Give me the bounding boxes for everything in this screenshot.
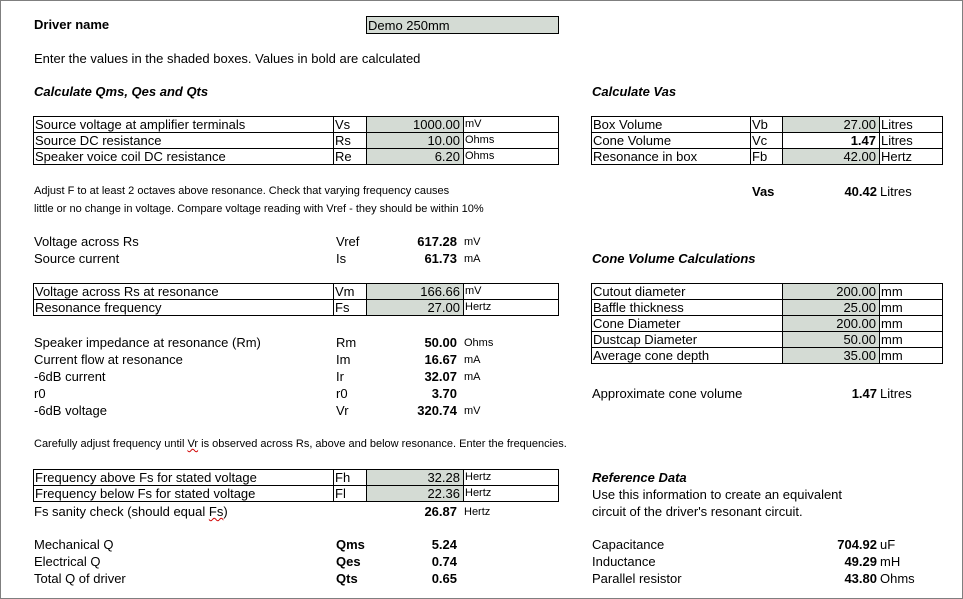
box-volume-label: Box Volume	[592, 117, 751, 133]
vas-symbol: Vas	[752, 184, 775, 199]
r0-value: 3.70	[431, 386, 457, 401]
fs-label: Resonance frequency	[34, 300, 334, 316]
voice-coil-label: Speaker voice coil DC resistance	[34, 149, 334, 165]
box-resonance-label: Resonance in box	[592, 149, 751, 165]
note3-word: Vr	[187, 438, 199, 450]
source-voltage-input[interactable]: 1000.00	[367, 117, 464, 133]
cone-section-title: Cone Volume Calculations	[592, 251, 756, 266]
fh-symbol: Fh	[334, 470, 367, 486]
adjust-note-line1: Adjust F to at least 2 octaves above resonance. Check that varying frequency causes	[34, 185, 450, 197]
vm-input[interactable]: 166.66	[367, 284, 464, 300]
reference-line2: circuit of the driver's resonant circuit.	[592, 504, 803, 519]
qts-label: Total Q of driver	[34, 571, 126, 586]
fl-symbol: Fl	[334, 486, 367, 502]
table-row	[34, 149, 559, 165]
qts-symbol: Qts	[336, 571, 358, 586]
source-resistance-input[interactable]: 10.00	[367, 133, 464, 149]
vref-label: Voltage across Rs	[34, 234, 139, 249]
source-resistance-symbol: Rs	[334, 133, 367, 149]
cone-volume-symbol: Vc	[751, 133, 783, 149]
baffle-unit: mm	[880, 300, 943, 316]
driver-name-value: Demo 250mm	[368, 18, 450, 33]
qms-label: Mechanical Q	[34, 537, 114, 552]
sanity-pre: Fs sanity check (should equal	[34, 504, 209, 519]
cone-volume-label: Cone Volume	[592, 133, 751, 149]
im-value: 16.67	[424, 352, 457, 367]
fs-input[interactable]: 27.00	[367, 300, 464, 316]
rm-label: Speaker impedance at resonance (Rm)	[34, 335, 261, 350]
table-row	[34, 486, 559, 502]
table-row	[592, 149, 943, 165]
fs-symbol: Fs	[334, 300, 367, 316]
cone-diameter-label: Cone Diameter	[592, 316, 783, 332]
parallel-resistor-unit: Ohms	[880, 571, 915, 586]
is-label: Source current	[34, 251, 120, 266]
is-symbol: Is	[336, 251, 347, 266]
note3-pre: Carefully adjust frequency until	[34, 438, 188, 450]
ir-symbol: Ir	[336, 369, 344, 384]
vm-symbol: Vm	[334, 284, 367, 300]
baffle-input[interactable]: 25.00	[783, 300, 880, 316]
dustcap-input[interactable]: 50.00	[783, 332, 880, 348]
inductance-value: 49.29	[844, 554, 877, 569]
cone-volume-value: 1.47	[783, 133, 880, 149]
adjust-frequency-note	[34, 436, 567, 453]
table-row	[592, 332, 943, 348]
cone-inputs-table	[591, 283, 943, 364]
baffle-label: Baffle thickness	[592, 300, 783, 316]
cone-depth-label: Average cone depth	[592, 348, 783, 364]
im-label: Current flow at resonance	[34, 352, 183, 367]
vref-unit: mV	[464, 236, 481, 248]
cone-depth-input[interactable]: 35.00	[783, 348, 880, 364]
table-row	[34, 470, 559, 486]
fh-input[interactable]: 32.28	[367, 470, 464, 486]
frequency-inputs-table	[33, 469, 559, 502]
source-voltage-label: Source voltage at amplifier terminals	[34, 117, 334, 133]
table-row	[34, 117, 559, 133]
vas-section-title: Calculate Vas	[592, 84, 677, 99]
qes-label: Electrical Q	[34, 554, 101, 569]
capacitance-label: Capacitance	[592, 537, 665, 552]
cutout-input[interactable]: 200.00	[783, 284, 880, 300]
vref-value: 617.28	[417, 234, 457, 249]
table-row	[34, 133, 559, 149]
cone-depth-unit: mm	[880, 348, 943, 364]
vm-unit: mV	[464, 284, 559, 300]
im-symbol: Im	[336, 352, 351, 367]
voice-coil-unit: Ohms	[464, 149, 559, 165]
table-row	[34, 300, 559, 316]
vref-symbol: Vref	[336, 234, 360, 249]
fh-label: Frequency above Fs for stated voltage	[34, 470, 334, 486]
source-voltage-symbol: Vs	[334, 117, 367, 133]
vr-unit: mV	[464, 405, 481, 417]
instructions-text: Enter the values in the shaded boxes. Values in bold are calculated	[34, 51, 421, 66]
table-row	[592, 284, 943, 300]
table-row	[592, 348, 943, 364]
vm-label: Voltage across Rs at resonance	[34, 284, 334, 300]
inductance-label: Inductance	[592, 554, 656, 569]
capacitance-value: 704.92	[837, 537, 877, 552]
vas-inputs-table	[591, 116, 943, 165]
voice-coil-input[interactable]: 6.20	[367, 149, 464, 165]
driver-name-input[interactable]	[366, 16, 559, 34]
resonance-inputs-table	[33, 283, 559, 316]
reference-title: Reference Data	[592, 470, 687, 485]
dustcap-label: Dustcap Diameter	[592, 332, 783, 348]
sanity-value: 26.87	[424, 504, 457, 519]
r0-label: r0	[34, 386, 46, 401]
r0-symbol: r0	[336, 386, 348, 401]
adjust-note-line2: little or no change in voltage. Compare voltage reading with Vref - they should be within 10%	[34, 203, 484, 215]
vas-unit: Litres	[880, 184, 912, 199]
driver-name-label: Driver name	[34, 17, 110, 32]
vr-label: -6dB voltage	[34, 403, 107, 418]
fl-label: Frequency below Fs for stated voltage	[34, 486, 334, 502]
sanity-label	[34, 503, 228, 520]
cone-volume-unit: Litres	[880, 133, 943, 149]
table-row	[34, 284, 559, 300]
table-row	[592, 300, 943, 316]
ir-label: -6dB current	[34, 369, 106, 384]
approx-cone-label: Approximate cone volume	[592, 386, 743, 401]
q-section-title: Calculate Qms, Qes and Qts	[34, 84, 209, 99]
ir-value: 32.07	[424, 369, 457, 384]
vas-value: 40.42	[844, 184, 877, 199]
fl-input[interactable]: 22.36	[367, 486, 464, 502]
table-row	[592, 316, 943, 332]
note3-post: is observed across Rs, above and below resonance. Enter the frequencies.	[198, 438, 567, 450]
approx-cone-unit: Litres	[880, 386, 912, 401]
box-volume-input[interactable]: 27.00	[783, 117, 880, 133]
vr-value: 320.74	[417, 403, 457, 418]
fh-unit: Hertz	[464, 470, 559, 486]
fs-unit: Hertz	[464, 300, 559, 316]
box-volume-symbol: Vb	[751, 117, 783, 133]
box-volume-unit: Litres	[880, 117, 943, 133]
fl-unit: Hertz	[464, 486, 559, 502]
inductance-unit: mH	[880, 554, 901, 569]
vr-symbol: Vr	[336, 403, 349, 418]
parallel-resistor-label: Parallel resistor	[592, 571, 682, 586]
source-resistance-label: Source DC resistance	[34, 133, 334, 149]
source-resistance-unit: Ohms	[464, 133, 559, 149]
box-resonance-input[interactable]: 42.00	[783, 149, 880, 165]
rm-value: 50.00	[424, 335, 457, 350]
qts-value: 0.65	[431, 571, 457, 586]
rm-unit: Ohms	[464, 337, 494, 349]
parallel-resistor-value: 43.80	[844, 571, 877, 586]
rm-symbol: Rm	[336, 335, 357, 350]
sanity-word: Fs	[208, 504, 224, 519]
is-unit: mA	[464, 253, 481, 265]
capacitance-unit: uF	[880, 537, 896, 552]
source-inputs-table	[33, 116, 559, 165]
cutout-label: Cutout diameter	[592, 284, 783, 300]
im-unit: mA	[464, 354, 481, 366]
sanity-post: )	[223, 504, 228, 519]
approx-cone-value: 1.47	[851, 386, 877, 401]
qms-value: 5.24	[431, 537, 457, 552]
qes-value: 0.74	[431, 554, 457, 569]
cone-diameter-input[interactable]: 200.00	[783, 316, 880, 332]
box-resonance-symbol: Fb	[751, 149, 783, 165]
sanity-unit: Hertz	[464, 506, 491, 518]
ir-unit: mA	[464, 371, 481, 383]
cone-diameter-unit: mm	[880, 316, 943, 332]
table-row	[592, 117, 943, 133]
table-row	[592, 133, 943, 149]
voice-coil-symbol: Re	[334, 149, 367, 165]
reference-line1: Use this information to create an equivalent	[592, 487, 843, 502]
box-resonance-unit: Hertz	[880, 149, 943, 165]
is-value: 61.73	[424, 251, 457, 266]
qms-symbol: Qms	[336, 537, 365, 552]
dustcap-unit: mm	[880, 332, 943, 348]
qes-symbol: Qes	[336, 554, 361, 569]
source-voltage-unit: mV	[464, 117, 559, 133]
cutout-unit: mm	[880, 284, 943, 300]
